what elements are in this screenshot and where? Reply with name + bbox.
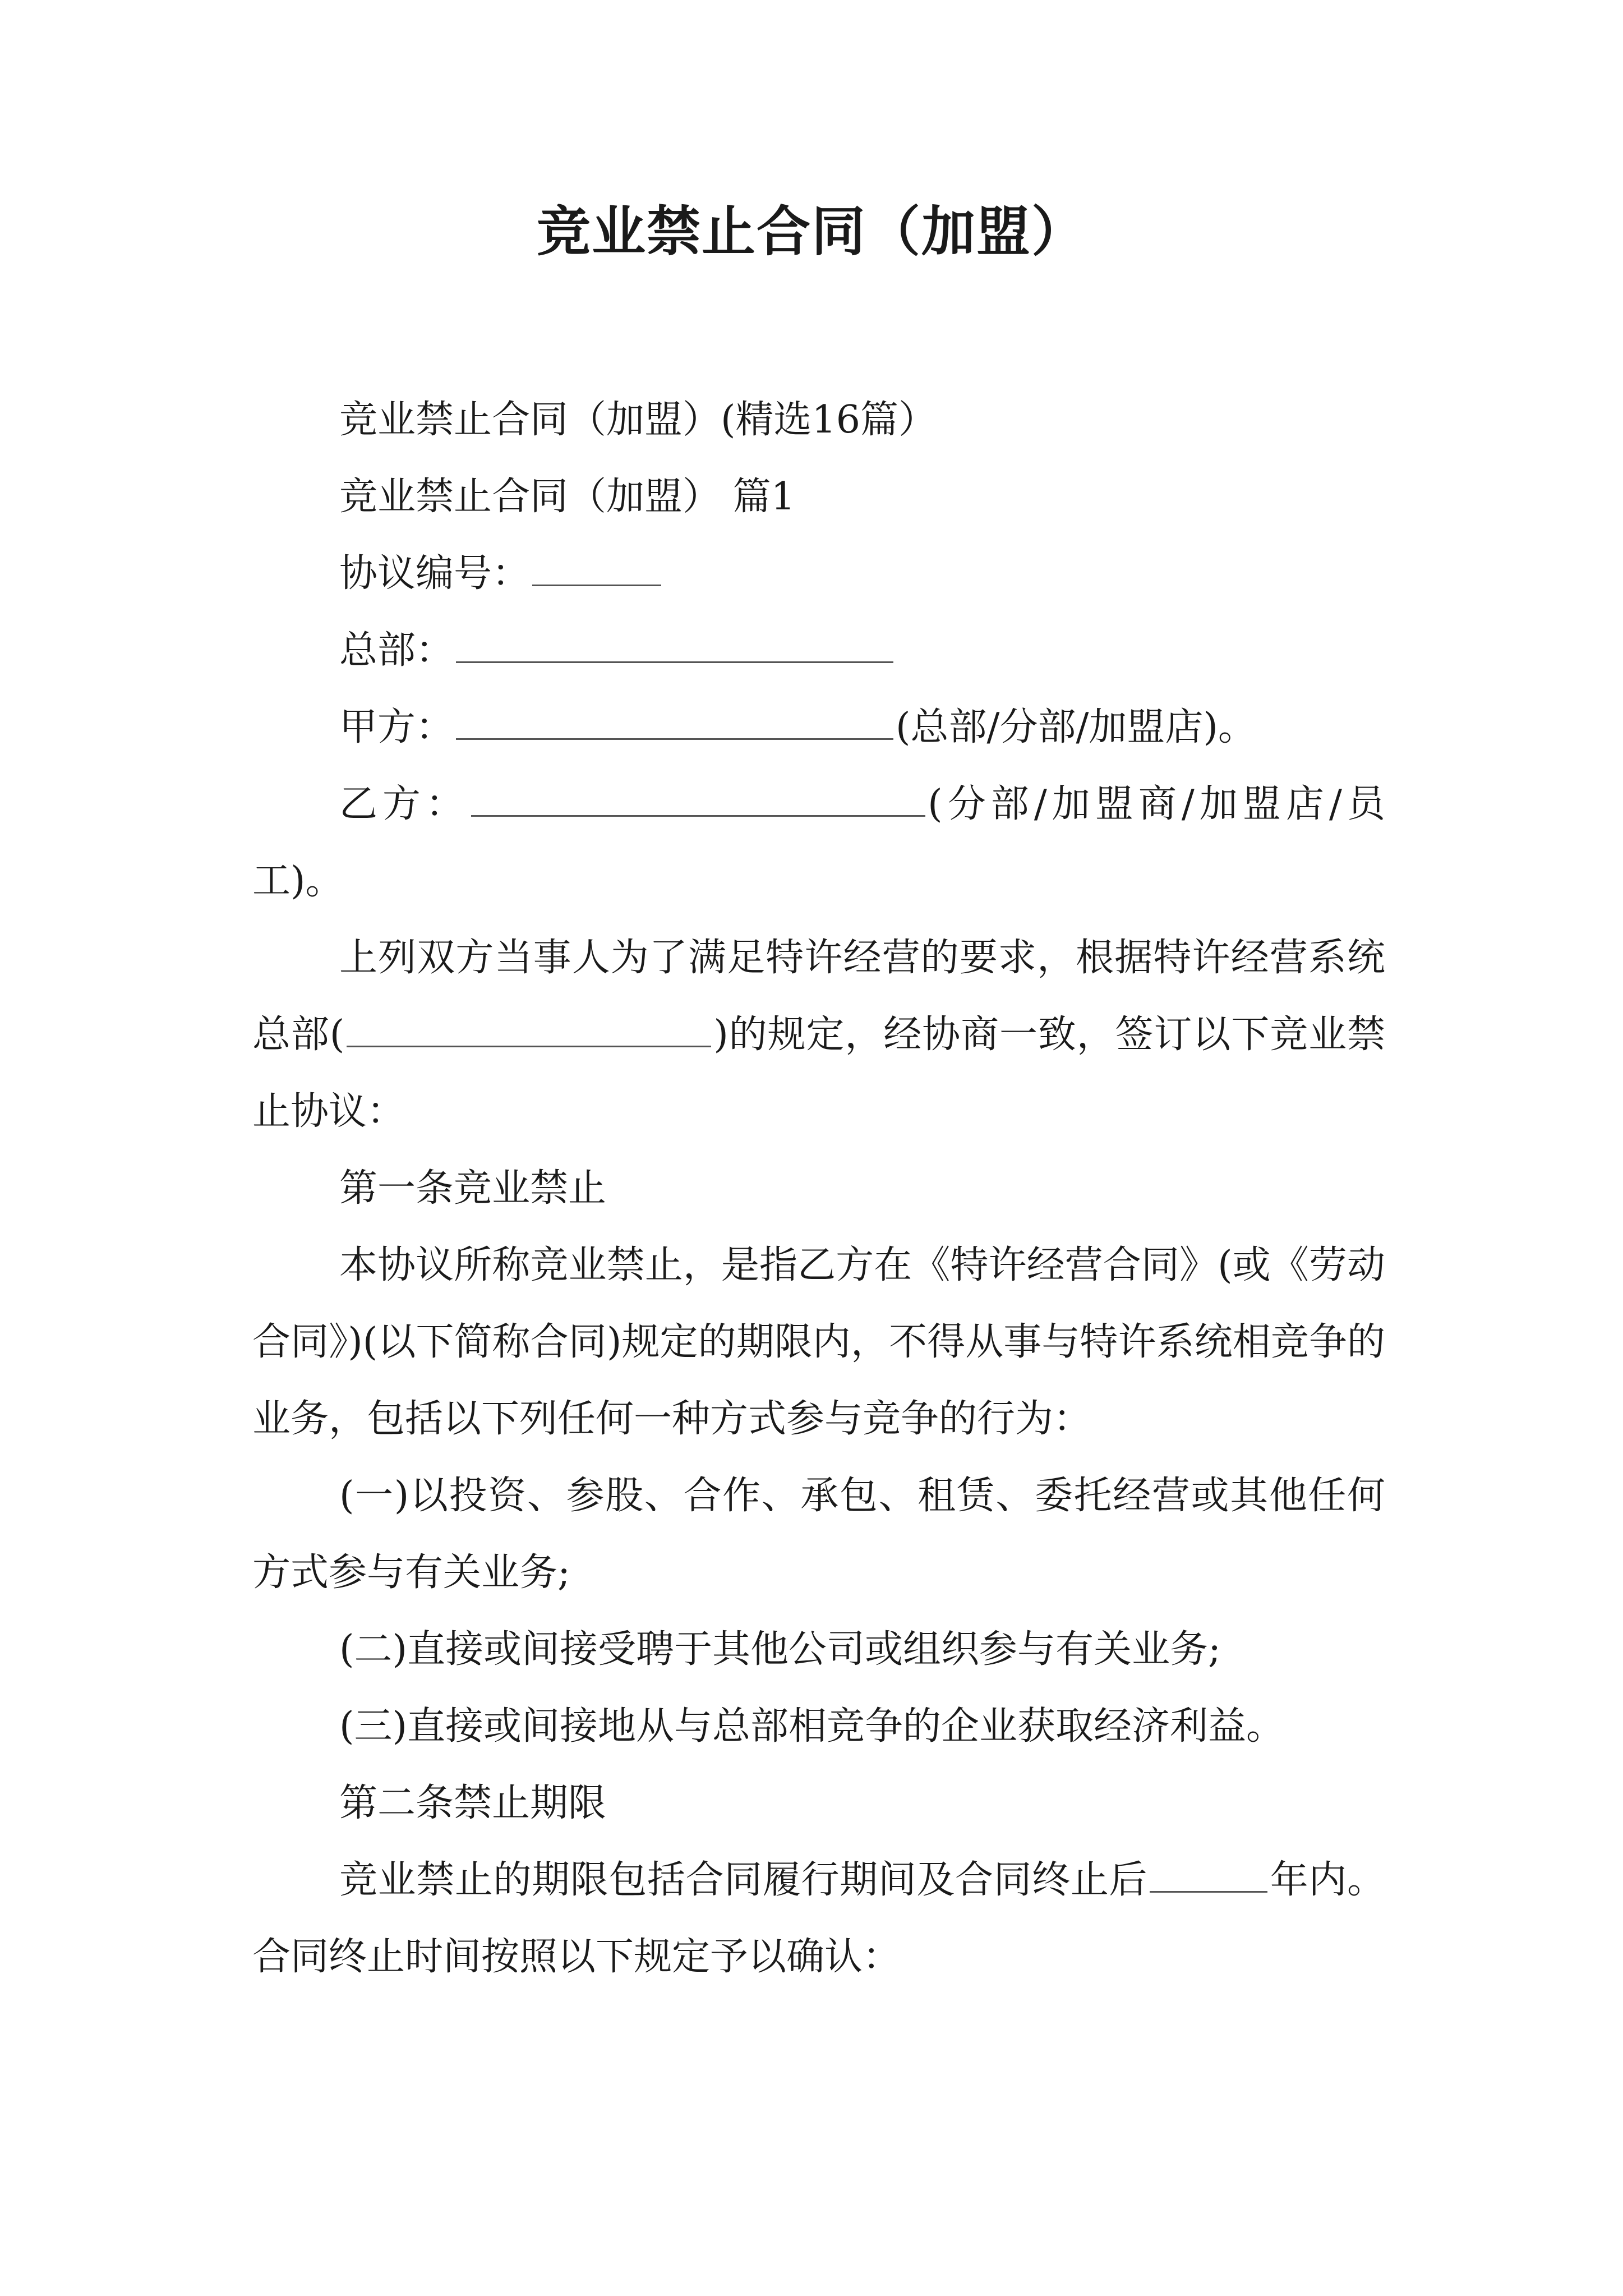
headquarters-blank[interactable] [456, 627, 893, 663]
document-body [252, 381, 1385, 1995]
agreement-number-blank[interactable] [532, 550, 661, 586]
intro-text-after: )的规定，经协商一致，签订以下竞业禁止协议： [252, 1013, 1385, 1134]
article-1-text: 本协议所称竞业禁止，是指乙方在《特许经营合同》(或《劳动合同》)(以下简称合同)规定的期限内，不得从事与特许系统相竞争的业务，包括以下列任何一种方式参与竞争的行为： [252, 1243, 1385, 1441]
article-1-title: 第一条竞业禁止 [339, 1166, 607, 1211]
party-a-label: 甲方： [339, 705, 454, 749]
article-2-text [252, 1842, 1385, 1995]
party-a-blank[interactable] [456, 704, 893, 740]
document-title: 竞业禁止合同（加盟） [537, 200, 1086, 263]
agreement-number-line [252, 535, 1385, 612]
party-a-line [252, 689, 1385, 766]
intro-paragraph [252, 919, 1385, 1150]
party-b-line [252, 766, 1385, 919]
article-2-text-after: 年内。合同终止时间按照以下规定予以确认： [252, 1858, 1385, 1979]
party-b-suffix: (分部/加盟商/加盟店/员工)。 [252, 782, 1385, 903]
article-1-item-2: (二)直接或间接受聘于其他公司或组织参与有关业务; [339, 1627, 1221, 1672]
subtitle-line: 竞业禁止合同（加盟）(精选16篇） [339, 398, 937, 442]
article-1-item-3: (三)直接或间接地从与总部相竞争的企业获取经济利益。 [339, 1704, 1285, 1749]
system-hq-blank[interactable] [347, 1011, 711, 1047]
party-a-suffix: (总部/分部/加盟店)。 [896, 705, 1256, 749]
intro-text-before: 上列双方当事人为了满足特许经营的要求，根据特许经营系统总部( [252, 936, 1385, 1057]
part-heading: 竞业禁止合同（加盟） 篇1 [339, 475, 795, 519]
article-1-item-1: (一)以投资、参股、合作、承包、租赁、委托经营或其他任何方式参与有关业务; [252, 1474, 1385, 1595]
party-b-blank[interactable] [471, 781, 925, 817]
party-b-label: 乙方： [339, 782, 469, 826]
years-blank[interactable] [1150, 1857, 1267, 1893]
article-2-title: 第二条禁止期限 [339, 1781, 607, 1825]
headquarters-label: 总部： [339, 628, 454, 673]
article-2-text-before: 竞业禁止的期限包括合同履行期间及合同终止后 [339, 1858, 1148, 1902]
headquarters-line [252, 612, 1385, 689]
agreement-number-label: 协议编号： [339, 551, 531, 596]
